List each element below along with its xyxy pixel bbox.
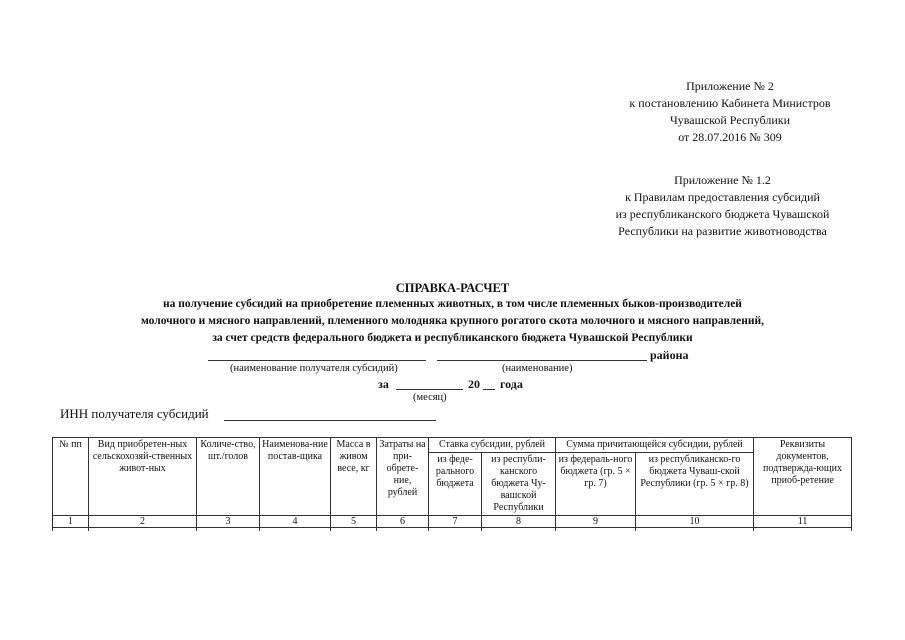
column-number: 11 [754,516,852,528]
column-number: 10 [636,516,754,528]
column-number: 4 [260,516,331,528]
document-subtitle-line-3: за счет средств федерального бюджета и республиканского бюджета Чувашской Республики [212,332,693,344]
column-number: 9 [556,516,636,528]
recipient-caption: (наименование получателя субсидий) [230,363,398,374]
column-number: 6 [377,516,429,528]
header-supplier: Наименова-ние постав-щика [260,438,331,516]
month-caption: (месяц) [413,392,447,403]
subsidy-calculation-table [52,437,852,531]
header-purchase-cost: Затраты на при-обрете-ние, рублей [377,438,429,516]
header-purchase-documents: Реквизиты документов, подтвержда-ющих приоб-ретение [754,438,852,516]
header-quantity: Количе-ство, шт./голов [197,438,260,516]
year-prefix: 20 [468,377,480,391]
district-suffix: района [650,348,689,362]
column-number: 5 [331,516,377,528]
appendix-2-block [590,78,870,146]
inn-field[interactable] [224,420,436,421]
appendix-1-2-purpose: Республики на развитие животноводства [618,224,827,238]
appendix-2-date: от 28.07.2016 № 309 [678,130,782,144]
header-row-number: № пп [53,438,89,516]
column-number: 3 [197,516,260,528]
district-name-field[interactable] [437,360,647,361]
column-number: 2 [89,516,197,528]
header-live-weight: Масса в живом весе, кг [331,438,377,516]
column-number: 7 [429,516,482,528]
column-number: 1 [53,516,89,528]
appendix-2-resolution: к постановлению Кабинета Министров [629,96,831,110]
document-subtitle-line-1: на получение субсидий на приобретение племенных животных, в том числе племенных быков-производителей [163,298,742,310]
appendix-2-title: Приложение № 2 [686,79,774,93]
table-continuation-row [53,528,852,532]
appendix-1-2-rules: к Правилам предоставления субсидий [625,190,820,204]
column-number: 8 [482,516,556,528]
recipient-name-field[interactable] [208,360,426,361]
document-title: СПРАВКА-РАСЧЕТ [395,281,510,295]
year-field[interactable] [483,389,495,390]
appendix-1-2-title: Приложение № 1.2 [674,173,771,187]
document-subtitle-line-2: молочного и мясного направлений, племенного молодняка крупного рогатого скота молочного и мясного направлений, [141,315,764,327]
header-subsidy-rate-group: Ставка субсидии, рублей [429,438,556,453]
header-subsidy-amount-group: Сумма причитающейся субсидии, рублей [556,438,754,453]
header-rate-federal: из феде-рального бюджета [429,453,482,516]
header-amount-federal: из федераль-ного бюджета (гр. 5 × гр. 7) [556,453,636,516]
district-caption: (наименование) [502,363,573,374]
appendix-1-2-budget: из республиканского бюджета Чувашской [615,207,830,221]
header-rate-republic: из республи-канского бюджета Чу-вашской Республики [482,453,556,516]
year-suffix: года [500,377,523,391]
appendix-2-republic: Чувашской Республики [669,113,791,127]
month-field[interactable] [396,389,463,390]
period-for-label: за [378,377,389,391]
appendix-1-2-block [585,172,860,240]
inn-label: ИНН получателя субсидий [60,406,209,421]
header-animal-type: Вид приобретен-ных сельскохозяй-ственных живот-ных [89,438,197,516]
column-number-row [53,516,852,528]
header-amount-republic: из республиканско-го бюджета Чуваш-ской Республики (гр. 5 × гр. 8) [636,453,754,516]
